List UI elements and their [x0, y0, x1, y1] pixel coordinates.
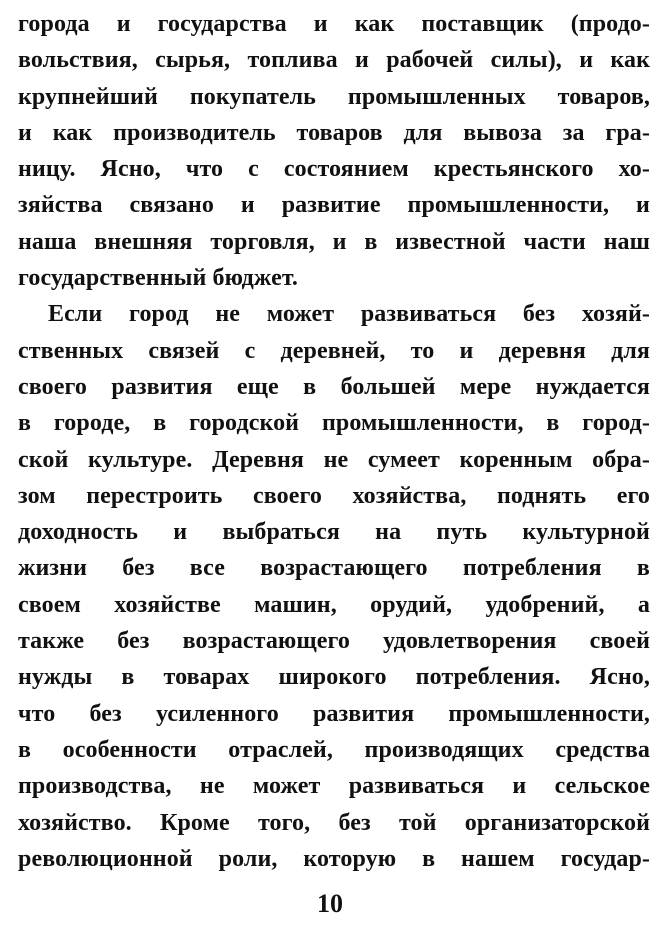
text-line: зяйства связано и развитие промышленности, и — [18, 192, 650, 219]
body-text — [18, 6, 650, 877]
text-line: ственных связей с деревней, то и деревня для — [18, 337, 650, 364]
text-line: ницу. Ясно, что с состоянием крестьянского хо- — [18, 156, 650, 183]
text-line: в особенности отраслей, производящих средства — [18, 736, 650, 763]
text-line: доходность и выбраться на путь культурной — [18, 519, 650, 546]
text-line: также без возрастающего удовлетворения своей — [18, 628, 650, 655]
text-line: наша внешняя торговля, и в известной части наш — [18, 228, 650, 255]
text-line: ской культуре. Деревня не сумеет коренным обра- — [18, 446, 650, 473]
text-line: своем хозяйстве машин, орудий, удобрений, а — [18, 591, 650, 618]
text-line: нужды в товарах широкого потребления. Ясно, — [18, 664, 650, 691]
text-line: в городе, в городской промышленности, в город- — [18, 410, 650, 437]
text-line: зом перестроить своего хозяйства, поднять его — [18, 482, 650, 509]
text-line: и как производитель товаров для вывоза за гра- — [18, 119, 650, 146]
text-line: города и государства и как поставщик (продо- — [18, 11, 650, 37]
text-line: своего развития еще в большей мере нуждается — [18, 373, 650, 400]
page-number: 10 — [317, 889, 343, 918]
text-line: хозяйство. Кроме того, без той организаторской — [18, 809, 650, 836]
text-line: революционной роли, которую в нашем государ- — [18, 845, 650, 872]
text-line: производства, не может развиваться и сельское — [18, 773, 650, 800]
text-line: государственный бюджет. — [18, 265, 299, 292]
text-line: жизни без все возрастающего потребления в — [18, 555, 650, 582]
text-line: что без усиленного развития промышленности, — [18, 700, 650, 727]
text-line: Если город не может развиваться без хозяй- — [48, 301, 650, 328]
text-line: крупнейший покупатель промышленных товаров, — [18, 83, 650, 110]
text-line: вольствия, сырья, топлива и рабочей силы), и как — [18, 47, 650, 74]
